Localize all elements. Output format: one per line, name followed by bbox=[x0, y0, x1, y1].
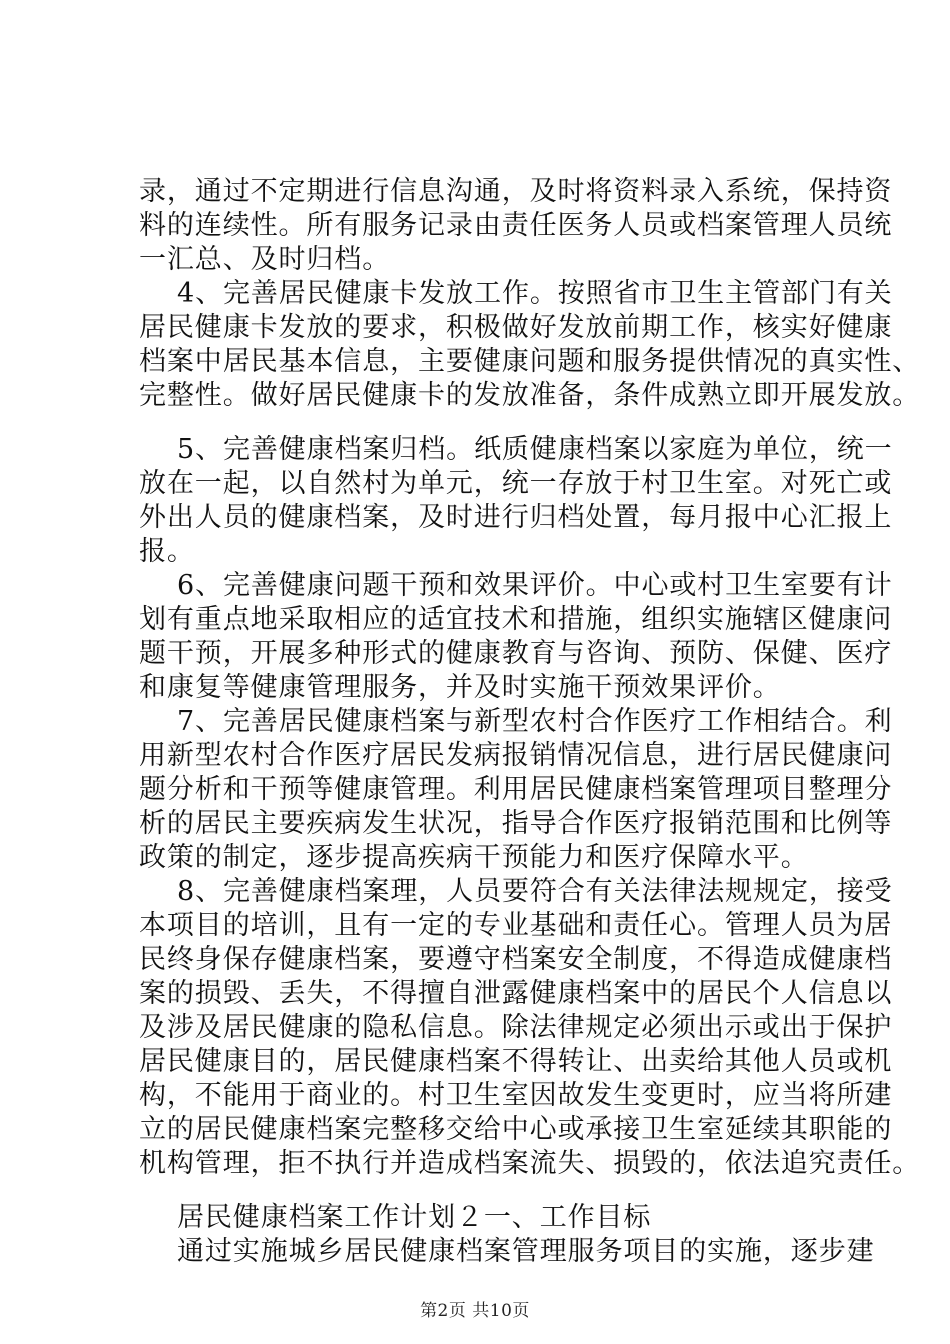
text-line: 录，通过不定期进行信息沟通，及时将资料录入系统，保持资 bbox=[139, 176, 893, 207]
text-line: 放在一起，以自然村为单元，统一存放于村卫生室。对死亡或 bbox=[139, 468, 893, 499]
text-line: 居民健康目的，居民健康档案不得转让、出卖给其他人员或机 bbox=[139, 1046, 893, 1077]
text-line: 题分析和干预等健康管理。利用居民健康档案管理项目整理分 bbox=[139, 774, 893, 805]
text-line: 机构管理，拒不执行并造成档案流失、损毁的，依法追究责任。 bbox=[139, 1148, 921, 1179]
text-line: 本项目的培训，且有一定的专业基础和责任心。管理人员为居 bbox=[139, 910, 893, 941]
text-line: 报。 bbox=[139, 536, 195, 567]
page-number-footer: 第2页 共10页 bbox=[420, 1301, 530, 1321]
text-line: 构，不能用于商业的。村卫生室因故发生变更时，应当将所建 bbox=[139, 1080, 893, 1111]
text-line: 用新型农村合作医疗居民发病报销情况信息，进行居民健康问 bbox=[139, 740, 893, 771]
paragraph-4-first-line: 4、完善居民健康卡发放工作。按照省市卫生主管部门有关 bbox=[177, 278, 893, 309]
paragraph-8-first-line: 8、完善健康档案理，人员要符合有关法律法规规定，接受 bbox=[177, 876, 893, 907]
paragraph-7-first-line: 7、完善居民健康档案与新型农村合作医疗工作相结合。利 bbox=[177, 706, 893, 737]
text-line: 居民健康卡发放的要求，积极做好发放前期工作，核实好健康 bbox=[139, 312, 893, 343]
text-line: 案的损毁、丢失，不得擅自泄露健康档案中的居民个人信息以 bbox=[139, 978, 893, 1009]
text-line: 和康复等健康管理服务，并及时实施干预效果评价。 bbox=[139, 672, 781, 703]
text-line: 政策的制定，逐步提高疾病干预能力和医疗保障水平。 bbox=[139, 842, 809, 873]
paragraph-5-first-line: 5、完善健康档案归档。纸质健康档案以家庭为单位，统一 bbox=[177, 434, 893, 465]
paragraph-first-line: 通过实施城乡居民健康档案管理服务项目的实施，逐步建 bbox=[177, 1236, 875, 1267]
text-line: 划有重点地采取相应的适宜技术和措施，组织实施辖区健康问 bbox=[139, 604, 893, 635]
text-line: 析的居民主要疾病发生状况，指导合作医疗报销范围和比例等 bbox=[139, 808, 893, 839]
text-line: 档案中居民基本信息，主要健康问题和服务提供情况的真实性、 bbox=[139, 346, 921, 377]
text-line: 外出人员的健康档案，及时进行归档处置，每月报中心汇报上 bbox=[139, 502, 893, 533]
paragraph-6-first-line: 6、完善健康问题干预和效果评价。中心或村卫生室要有计 bbox=[177, 570, 893, 601]
text-line: 一汇总、及时归档。 bbox=[139, 244, 391, 275]
text-line: 料的连续性。所有服务记录由责任医务人员或档案管理人员统 bbox=[139, 210, 893, 241]
section-heading: 居民健康档案工作计划２一、工作目标 bbox=[177, 1202, 652, 1233]
text-line: 民终身保存健康档案，要遵守档案安全制度，不得造成健康档 bbox=[139, 944, 893, 975]
text-line: 立的居民健康档案完整移交给中心或承接卫生室延续其职能的 bbox=[139, 1114, 893, 1145]
text-line: 题干预，开展多种形式的健康教育与咨询、预防、保健、医疗 bbox=[139, 638, 893, 669]
text-line: 及涉及居民健康的隐私信息。除法律规定必须出示或出于保护 bbox=[139, 1012, 893, 1043]
text-line: 完整性。做好居民健康卡的发放准备，条件成熟立即开展发放。 bbox=[139, 380, 921, 411]
